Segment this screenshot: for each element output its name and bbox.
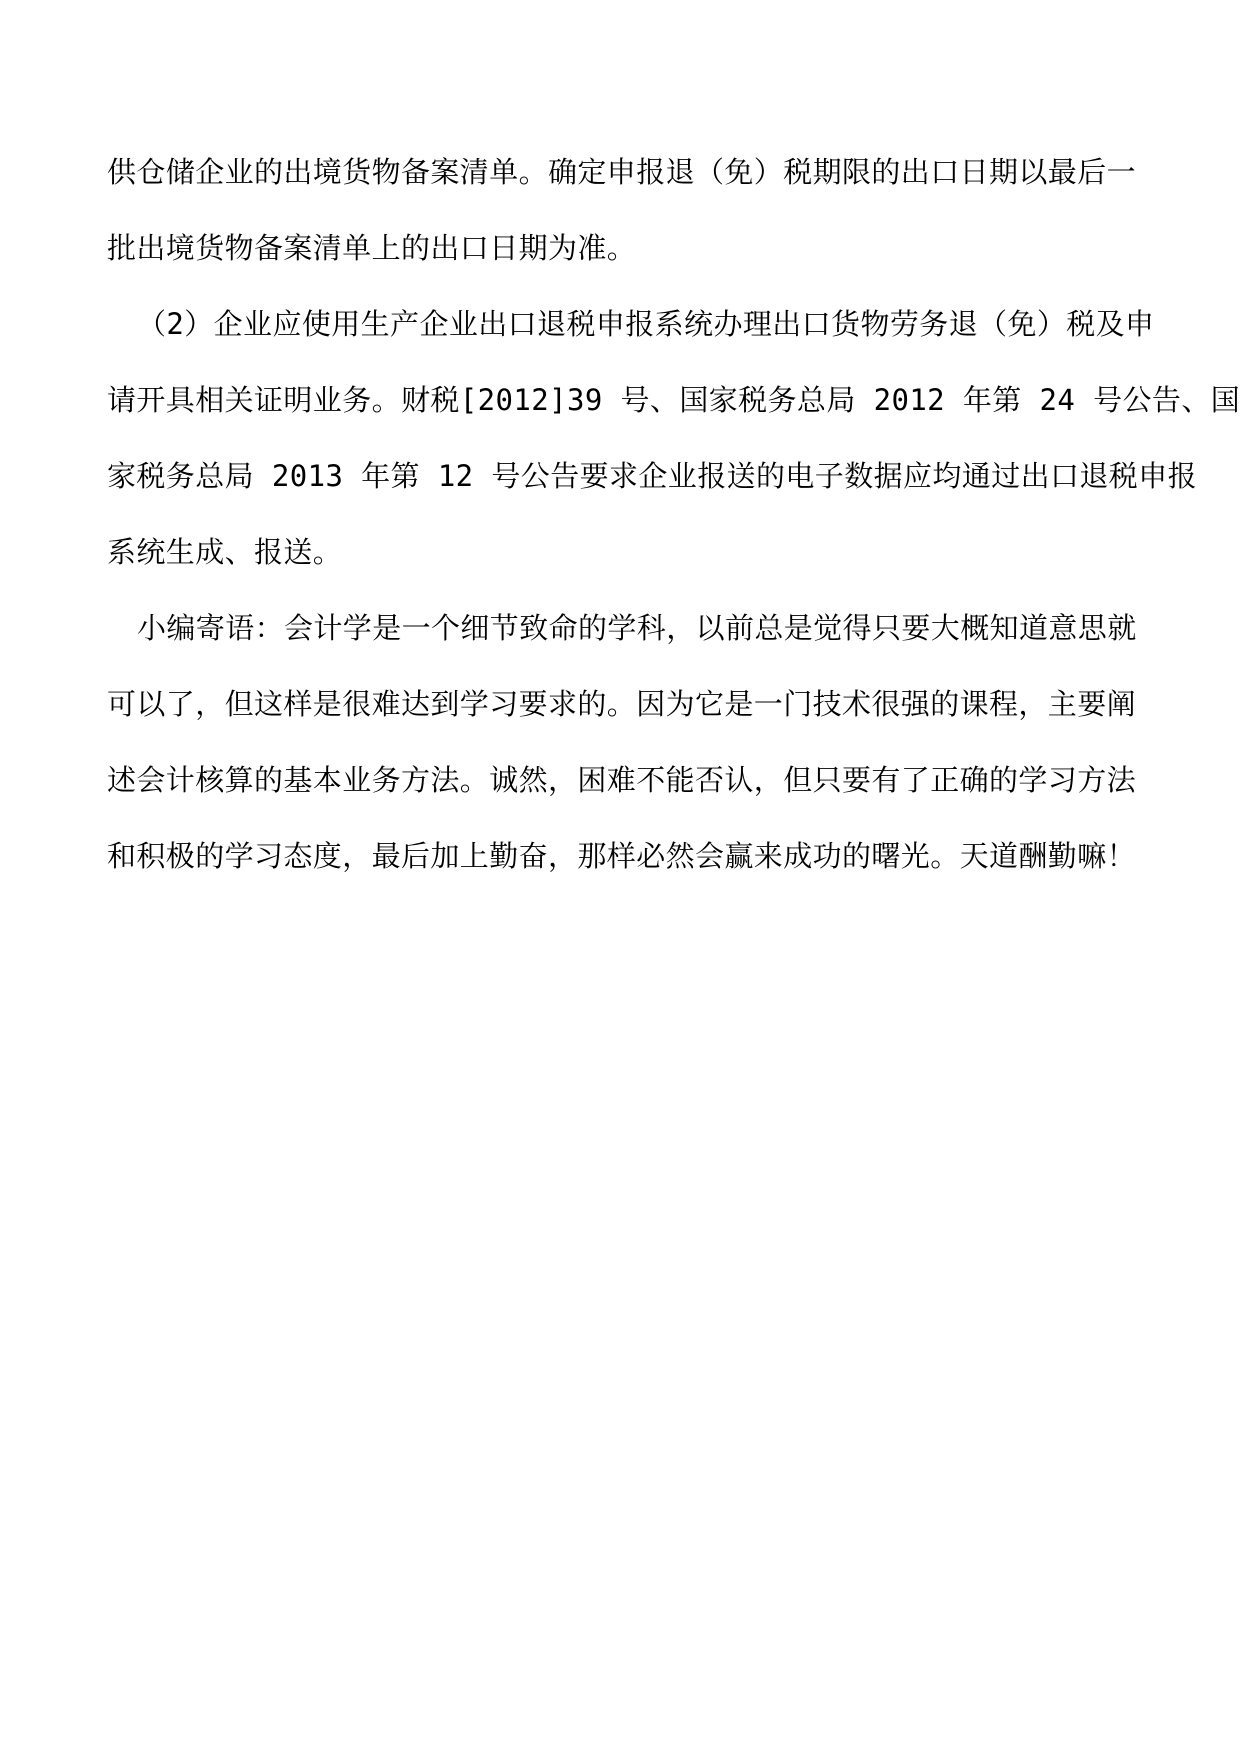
text-line: 可以了，但这样是很难达到学习要求的。因为它是一门技术很强的课程，主要阐 (107, 687, 1137, 721)
text-line: 和积极的学习态度，最后加上勤奋，那样必然会赢来成功的曙光。天道酬勤嘛！ (107, 839, 1137, 873)
text-line: （2）企业应使用生产企业出口退税申报系统办理出口货物劳务退（免）税及申 (137, 307, 1155, 341)
document-body (107, 155, 1241, 918)
text-line: 系统生成、报送。 (107, 535, 343, 569)
text-line: 请开具相关证明业务。财税[2012]39 号、国家税务总局 2012 年第 24 号公告、国 (107, 383, 1241, 417)
text-line: 批出境货物备案清单上的出口日期为准。 (107, 231, 637, 265)
text-line: 小编寄语：会计学是一个细节致命的学科，以前总是觉得只要大概知道意思就 (137, 611, 1137, 645)
text-line: 述会计核算的基本业务方法。诚然，困难不能否认，但只要有了正确的学习方法 (107, 763, 1137, 797)
text-line: 家税务总局 2013 年第 12 号公告要求企业报送的电子数据应均通过出口退税申报 (107, 459, 1197, 493)
text-line: 供仓储企业的出境货物备案清单。确定申报退（免）税期限的出口日期以最后一 (107, 155, 1137, 189)
